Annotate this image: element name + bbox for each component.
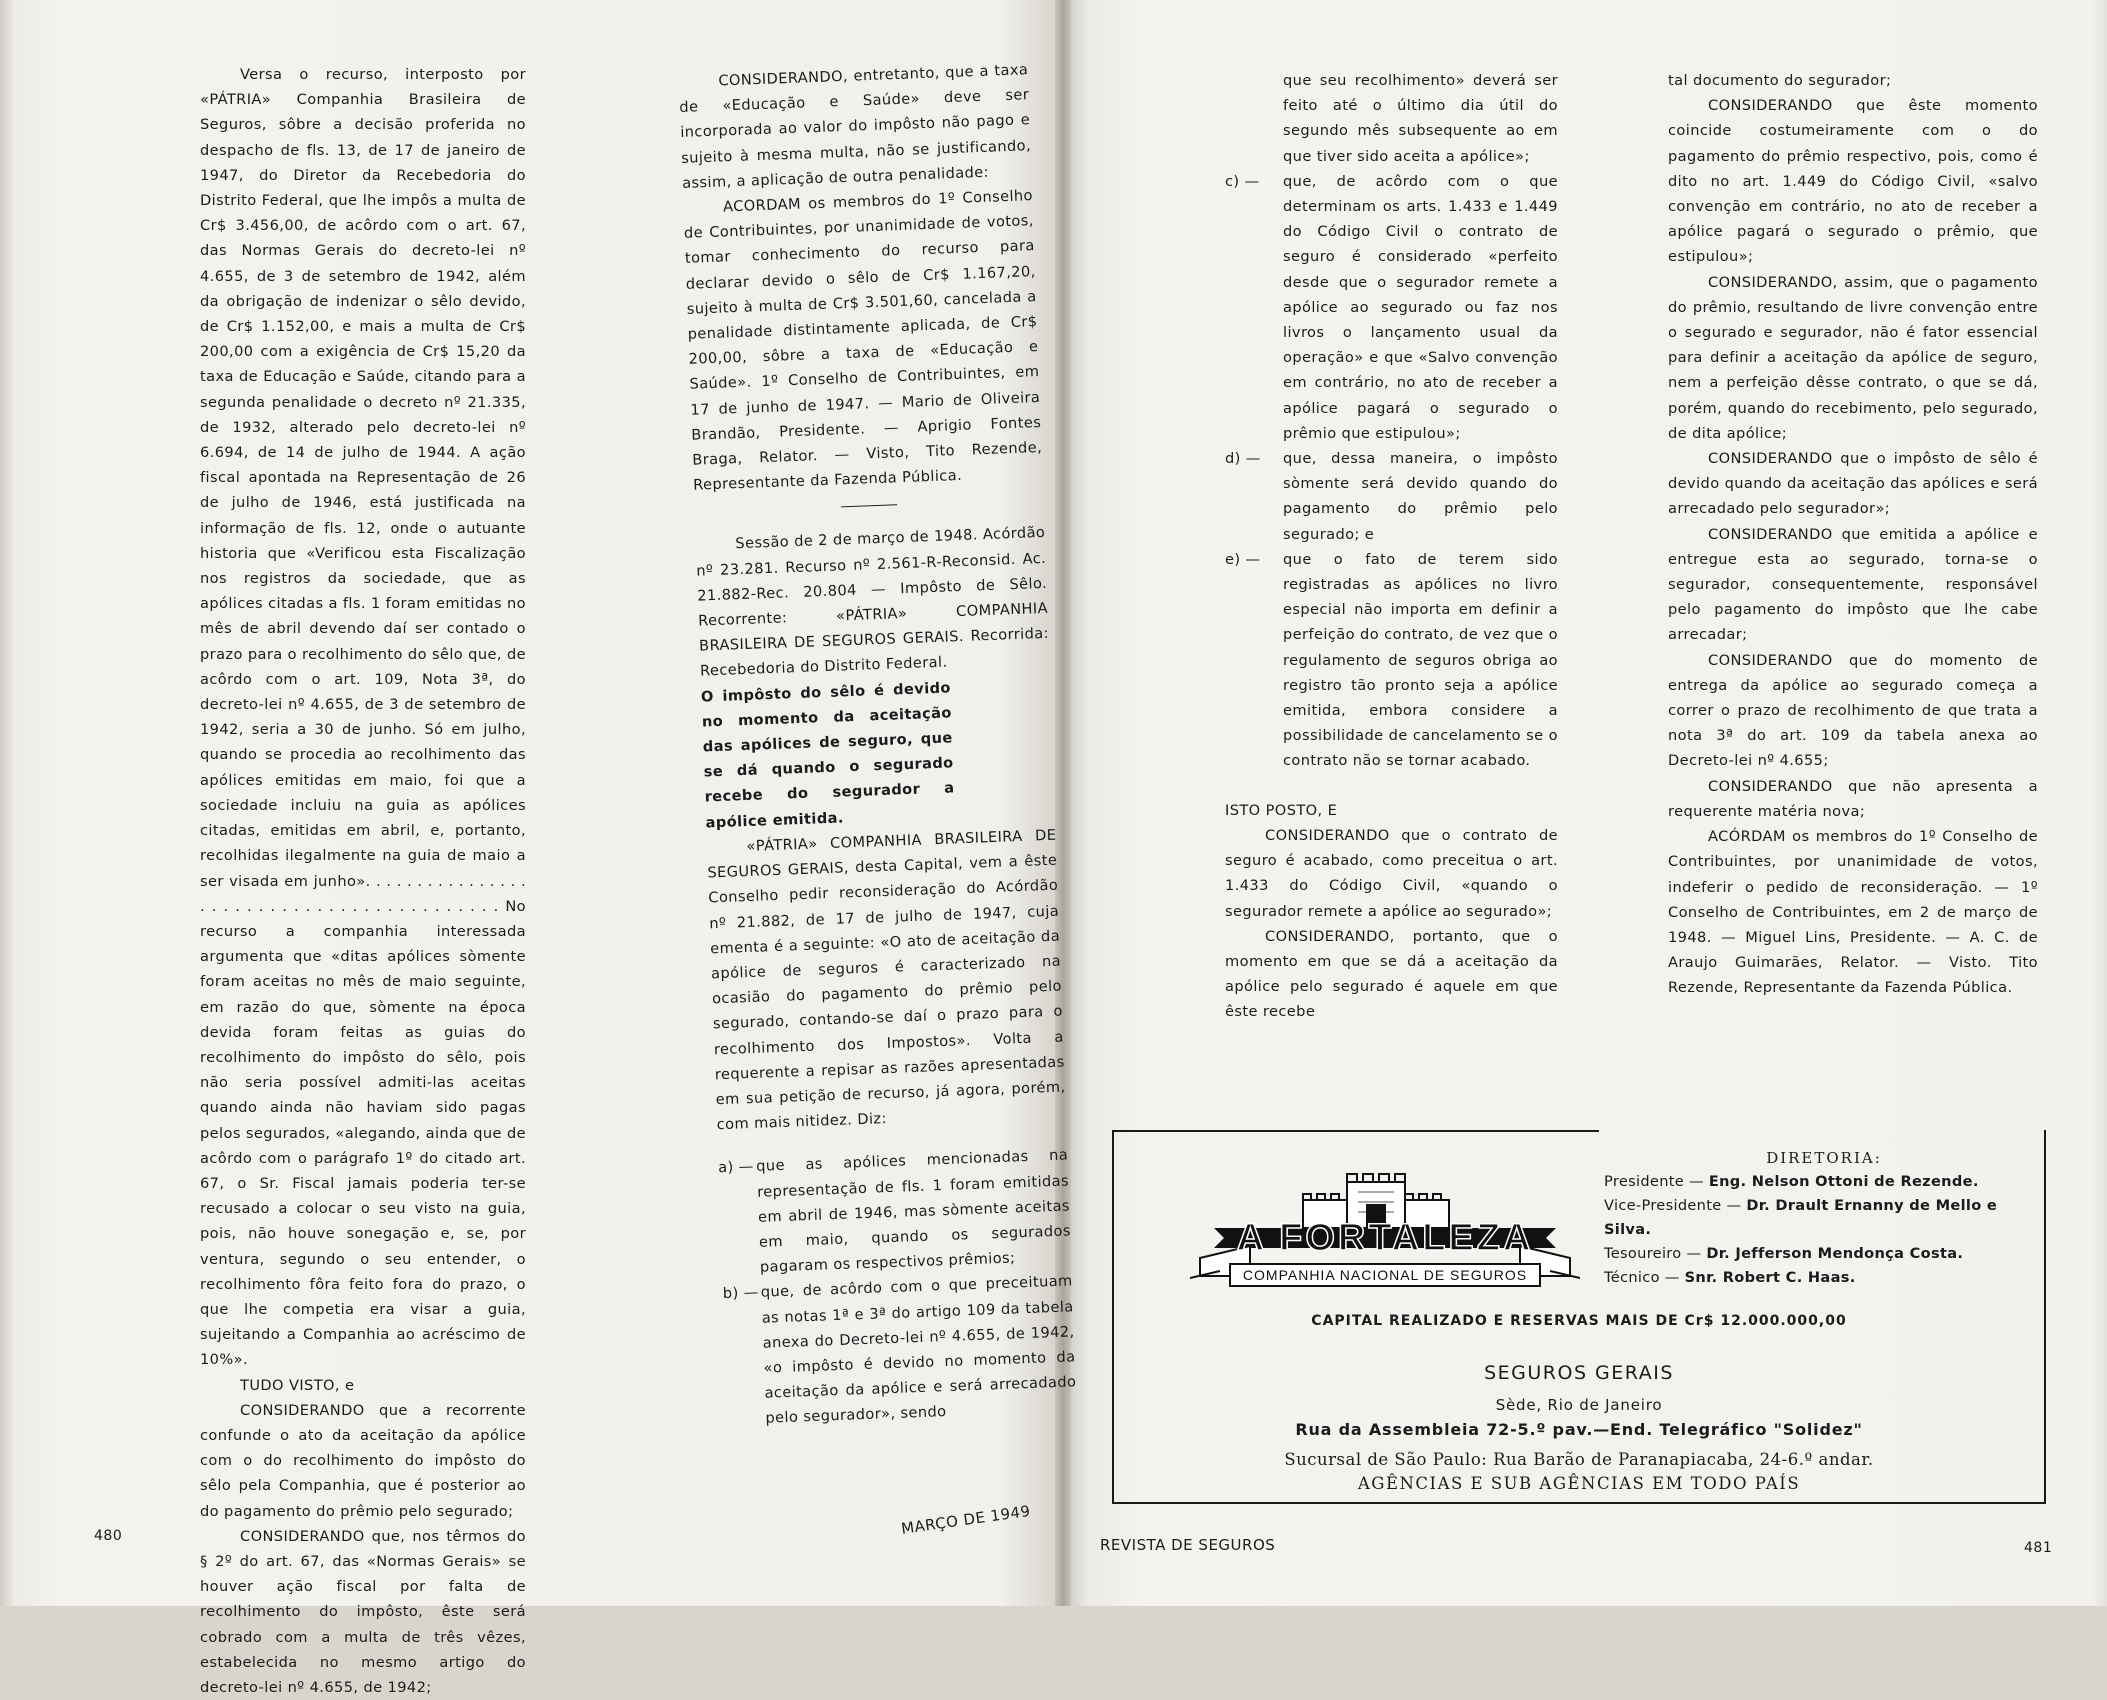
board-role: Técnico — bbox=[1604, 1269, 1680, 1286]
brand-name: A FORTALEZA bbox=[1236, 1217, 1534, 1259]
board-role: Vice-Presidente — bbox=[1604, 1197, 1742, 1214]
paragraph: CONSIDERANDO que não apresenta a requerente matéria nova; bbox=[1668, 777, 2038, 820]
ad-top-rule bbox=[1114, 1130, 1599, 1132]
board-member bbox=[1604, 1194, 2044, 1242]
list-item-text: que o fato de terem sido registradas as apólices no livro especial não importa em definir a perfeição do contrato, de vez que o regulamento de seguros obriga ao registro tão pronto seja a apólice emitida, embora considere a possibilidade de cancelamento se o contrato não se tornar acabado. bbox=[1283, 550, 1558, 770]
paragraph: ISTO POSTO, E bbox=[1225, 801, 1338, 819]
footer-magazine-title: REVISTA DE SEGUROS bbox=[1100, 1536, 1276, 1554]
session-header: Sessão de 2 de março de 1948. Acórdão nº 23.281. Recurso nº 2.561-R-Reconsid. Ac. 21.882-Rec. 20.804 — Impôsto de Sêlo. Recorrente: «PÁTRIA» COMPANHIA BRASILEIRA DE SEGUROS GERAIS. Recorrida: Recebedoria do Distrito Federal. bbox=[696, 524, 1050, 681]
board-name: Snr. Robert C. Haas. bbox=[1684, 1269, 1856, 1286]
list-item-label: c) — bbox=[1225, 172, 1260, 190]
paragraph: CONSIDERANDO, entretanto, que a taxa de «Educação e Saúde» deve ser incorporada ao valor do impôsto não pago e sujeito à mesma multa, não se justificando, assim, a aplicação de outra penalidade: bbox=[679, 61, 1032, 192]
list-item-text: que, dessa maneira, o impôsto sòmente será devido quando do pagamento do prêmio pelo segurado; e bbox=[1283, 450, 1558, 543]
paragraph: ACORDAM os membros do 1º Conselho de Contribuintes, por unanimidade de votos, tomar conhecimento do recurso para declarar devido o sêlo de Cr$ 1.167,20, sujeito à multa de Cr$ 3.501,60, cancelada a penalidade distintamente aplicada, de Cr$ 200,00, sôbre a taxa de «Educação e Saúde». 1º Conselho de Contribuintes, em 17 de junho de 1947. — Mario de Oliveira Brandão, Presidente. — Aprigio Fontes Braga, Relator. — Visto, Tito Rezende, Representante da Fazenda Pública. bbox=[683, 187, 1043, 494]
list-item bbox=[1225, 446, 1558, 547]
capital-line: CAPITAL REALIZADO E RESERVAS MAIS DE Cr$ 12.000.000,00 bbox=[1311, 1313, 1847, 1329]
list-item bbox=[1225, 169, 1558, 446]
paragraph: CONSIDERANDO, assim, que o pagamento do prêmio, resultando de livre convenção entre o segurado e segurador, não é fator essencial para definir a aceitação da apólice de seguro, nem a perfeição dêsse contrato, o que se dá, porém, quando do recebimento, pelo segurado, de dita apólice; bbox=[1668, 273, 2038, 442]
list-item-label: b) — bbox=[722, 1284, 759, 1303]
left-column-2 bbox=[678, 57, 1078, 1432]
left-column-1 bbox=[200, 62, 526, 1700]
list-item-text: que, de acôrdo com o que preceituam as notas 1ª e 3ª do artigo 109 da tabela anexa do Decreto-lei nº 4.655, de 1942, «o impôsto é devido no momento da aceitação da apólice e será arrecadado pelo segurador», sendo bbox=[760, 1272, 1077, 1428]
board-member bbox=[1604, 1242, 2044, 1266]
list-item-text: que, de acôrdo com o que determinam os arts. 1.433 e 1.449 do Código Civil o contrato de seguro é considerado «perfeito desde que o segurador remete a apólice ao segurado ou faz nos livros o lançamento usual da operação» e que «Salvo convenção em contrário, no ato de receber a apólice pagará o segurado o prêmio que estipulou»; bbox=[1283, 172, 1558, 442]
list-item-label: e) — bbox=[1225, 550, 1261, 568]
paragraph: CONSIDERANDO que o impôsto de sêlo é devido quando da aceitação das apólices e será arrecadado pelo segurador»; bbox=[1668, 450, 2038, 518]
paragraph: CONSIDERANDO que emitida a apólice e entregue esta ao segurado, torna-se o segurador, consequentemente, responsável pelo pagamento do impôsto que lhe cabe arrecadar; bbox=[1668, 525, 2038, 644]
fortaleza-advertisement bbox=[1112, 1130, 2046, 1504]
paragraph: que seu recolhimento» deverá ser feito até o último dia útil do segundo mês subsequente ao em que tiver sido aceita a apólice»; bbox=[1283, 72, 1558, 165]
page-number-right: 481 bbox=[2024, 1540, 2053, 1556]
paragraph: ACÓRDAM os membros do 1º Conselho de Contribuintes, por unanimidade de votos, indeferir o pedido de reconsideração. — 1º Conselho de Contribuintes, em 2 de março de 1948. — Miguel Lins, Presidente. — A. C. de Araujo Guimarães, Relator. — Visto. Tito Rezende, Representante da Fazenda Pública. bbox=[1668, 828, 2038, 997]
paragraph: CONSIDERANDO que êste momento coincide costumeiramente com o do pagamento do prêmio respectivo, pois, como é dito no art. 1.449 do Código Civil, «salvo convenção em contrário, no ato de receber a apólice pagará o segurado o prêmio, que estipulou»; bbox=[1668, 97, 2038, 266]
paragraph: tal documento do segurador; bbox=[1668, 72, 1892, 89]
board-name: Eng. Nelson Ottoni de Rezende. bbox=[1708, 1173, 1979, 1190]
headquarters: Sède, Rio de Janeiro bbox=[1495, 1396, 1663, 1414]
list-item bbox=[718, 1143, 1072, 1282]
paragraph: CONSIDERANDO que, nos têrmos do § 2º do art. 67, das «Normas Gerais» se houver ação fiscal por falta de recolhimento do impôsto, êste será cobrado com a multa de três vêzes, estabelecida no mesmo artigo do decreto-lei nº 4.655, de 1942; bbox=[200, 1527, 526, 1696]
branch-office: Sucursal de São Paulo: Rua Barão de Paranapiacaba, 24-6.º andar. bbox=[1284, 1450, 1874, 1469]
page-number-left: 480 bbox=[94, 1528, 123, 1544]
paragraph: «PÁTRIA» COMPANHIA BRASILEIRA DE SEGUROS GERAIS, desta Capital, vem a êste Conselho pedir reconsideração do Acórdão nº 21.882, de 17 de julho de 1947, cuja ementa é a seguinte: «O ato de aceitação da apólice de seguros é caracterizado na ocasião do pagamento do prêmio pelo segurado, contando-se daí o prazo para o recolhimento dos Impostos». Volta a requerente a repisar as razões apresentadas em sua petição de recurso, já agora, porém, com mais nitidez. Diz: bbox=[707, 826, 1066, 1134]
board-member bbox=[1604, 1170, 2044, 1194]
board-member bbox=[1604, 1266, 2044, 1290]
seguros-gerais: SEGUROS GERAIS bbox=[1484, 1362, 1674, 1384]
board-name: Dr. Jefferson Mendonça Costa. bbox=[1706, 1245, 1964, 1262]
list-item-label: d) — bbox=[1225, 450, 1261, 468]
board-role: Presidente — bbox=[1604, 1173, 1704, 1190]
footer-date: MARÇO DE 1949 bbox=[900, 1501, 1032, 1538]
address: Rua da Assembleia 72-5.º pav.—End. Telegráfico "Solidez" bbox=[1295, 1420, 1863, 1439]
right-column-2 bbox=[1668, 68, 2038, 1001]
section-divider bbox=[841, 505, 897, 508]
paragraph: Versa o recurso, interposto por «PÁTRIA» Companhia Brasileira de Seguros, sôbre a decisão proferida no despacho de fls. 13, de 17 de janeiro de 1947, do Diretor da Recebedoria do Distrito Federal, que lhe impôs a multa de Cr$ 3.456,00, de acôrdo com o art. 67, das Normas Gerais do decreto-lei nº 4.655, de 3 de setembro de 1942, além da obrigação de indenizar o sêlo devido, de Cr$ 1.152,00, e mais a multa de Cr$ 200,00 com a exigência de Cr$ 15,20 da taxa de Educação e Saúde, citando para a segunda penalidade o decreto nº 21.335, de 1932, alterado pelo decreto-lei nº 6.694, de 14 de julho de 1944. A ação fiscal apontada na Representação de 26 de julho de 1946, está justificada na informação de fls. 12, onde o autuante historia que «Verificou esta Fiscalização nos registros da sociedade, que as apólices citadas a fls. 1 foram emitidas no mês de abril devendo daí ser contado o prazo para o recolhimento do sêlo que, de acôrdo com o art. 109, Nota 3ª, do decreto-lei nº 4.655, de 3 de setembro de 1942, seria a 30 de junho. Só em julho, quando se procedia ao recolhimento das apólices emitidas em maio, foi que a sociedade incluiu na guia as apólices citadas, emitidas em abril, e, portanto, recolhidas ilegalmente na guia de maio a ser visada em junho». . . . . . . . . . . . . . . . . . . . . . . . . . . . . . . . . . . . . . . . . . No recurso a companhia interessada argumenta que «ditas apólices sòmente foram aceitas no mês de maio seguinte, em razão do que, sòmente na época devida foram feitas as guias do recolhimento do impôsto do sêlo, pois não seria possível admiti-las aceitas quando ainda não haviam sido pagas pelos segurados, «alegando, ainda que de acôrdo com o parágrafo 1º do citado art. 67, o Sr. Fiscal jamais poderia ter-se recusado a colocar o seu visto na guia, pois, não houve sonegação e, se, por ventura, segundo o seu entender, o recolhimento fôra feito fora do prazo, o que lhe competia era visar a guia, sujeitando a Companhia ao acréscimo de 10%». bbox=[200, 66, 526, 1369]
list-item-text: que as apólices mencionadas na representação de fls. 1 foram emitidas em abril de 1946, mas sòmente aceitas em maio, quando os segurados pagaram os respectivos prêmios; bbox=[755, 1146, 1072, 1276]
paragraph: TUDO VISTO, e bbox=[240, 1376, 355, 1394]
board-name: Dr. Drault Ernanny de Mello e Silva. bbox=[1604, 1197, 1998, 1238]
board-of-directors bbox=[1604, 1146, 2044, 1290]
diretoria-heading: DIRETORIA: bbox=[1766, 1149, 1882, 1167]
brand-subtitle: COMPANHIA NACIONAL DE SEGUROS bbox=[1242, 1267, 1528, 1283]
fortaleza-castle-logo bbox=[1190, 1168, 1580, 1298]
paragraph: CONSIDERANDO que o contrato de seguro é acabado, como preceitua o art. 1.433 do Código Civil, «quando o segurador remete a apólice ao segurado»; bbox=[1225, 826, 1558, 920]
agencies: AGÊNCIAS E SUB AGÊNCIAS EM TODO PAÍS bbox=[1357, 1474, 1801, 1493]
paragraph: CONSIDERANDO, portanto, que o momento em que se dá a aceitação da apólice pelo segurado é aquele em que êste recebe bbox=[1225, 927, 1558, 1021]
ementa-summary: O impôsto do sêlo é devido no momento da aceitação das apólices de seguro, que se dá quando o segurado recebe do segurador a apólice emitida. bbox=[700, 679, 955, 832]
board-role: Tesoureiro — bbox=[1604, 1245, 1702, 1262]
paragraph: CONSIDERANDO que do momento de entrega da apólice ao segurado começa a correr o prazo de recolhimento de que trata a nota 3ª do art. 109 da tabela anexa ao Decreto-lei nº 4.655; bbox=[1668, 651, 2038, 770]
list-item bbox=[1225, 547, 1558, 774]
right-column-1 bbox=[1225, 68, 1558, 1025]
list-item bbox=[722, 1269, 1077, 1433]
list-item-label: a) — bbox=[717, 1158, 755, 1177]
paragraph: CONSIDERANDO que a recorrente confunde o ato da aceitação da apólice com o do recolhimento do impôsto do sêlo pela Companhia, que é posterior ao do pagamento do prêmio pelo segurado; bbox=[200, 1401, 526, 1520]
